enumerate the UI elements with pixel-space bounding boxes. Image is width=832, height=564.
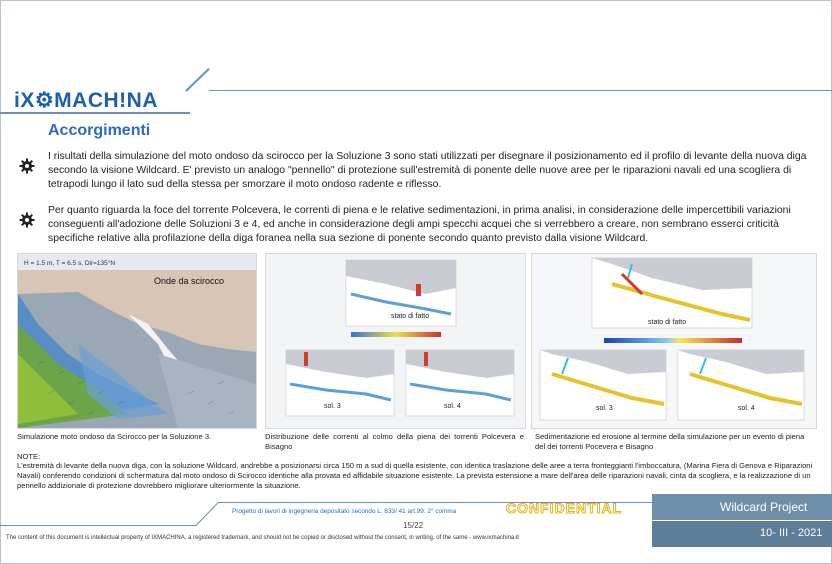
currents-maps-image <box>266 254 525 428</box>
fig2-label-stato: stato di fatto <box>391 313 430 320</box>
footer-rule <box>0 525 196 526</box>
header-rule-top <box>209 90 832 91</box>
wave-map-image <box>18 254 256 428</box>
note-heading: NOTE: <box>17 452 41 461</box>
figure-sedimentation <box>531 253 817 429</box>
confidential-stamp: CONFIDENTIAL <box>506 500 623 516</box>
sedimentation-maps-image <box>532 254 816 428</box>
document-date: 10- III - 2021 <box>760 527 823 539</box>
fig3-label-sol4: sol. 4 <box>738 405 755 412</box>
note-text: L'estremità di levante della nuova diga, con la soluzione Wildcard, andrebbe a posizionarsi circa 150 m a sud di quella esistente, con identica traslazione delle aree a terra fronteggianti l'imboccatura, (Marina Fiera di Genova e Riparazioni Navali) conferendo condizioni di schermatura dal moto ondoso di Scirocco identiche alla provata ed affidabile situazione esistente. La prevista estensione a mare dell'area delle riparazioni navali, cinta da scogliera, e la realizzazione di un pennello addizionale di protezione dovrebbero migliorare ulteriormente la situazione. <box>17 461 813 491</box>
caption-fig2: Distribuzione delle correnti al colmo della piena dei torrenti Polcevera e Bisagno <box>265 432 524 451</box>
figure-currents <box>265 253 526 429</box>
paragraph-waves: I risultati della simulazione del moto ondoso da scirocco per la Soluzione 3 sono stati utilizzati per disegnare il posizionamento ed il profilo di levante della nuova diga secondo la visione Wildcard. E' previsto un analogo "pennello" di protezione sull'estremità di ponente delle nuove aree per le riparazioni navali ed una scogliera di tetrapodi lungo il lato sud della stessa per smorzare il moto ondoso radente e riflesso. <box>48 151 807 190</box>
legal-notice: The content of this document is intellectual property of IXMACHINA, a registered trademark, and should not be copied or disclosed without the consent, in writing, of the same - www.ixmachina.it <box>6 535 519 541</box>
page-number: 15/22 <box>403 521 424 530</box>
fig2-label-sol4: sol. 4 <box>444 403 461 410</box>
gear-icon <box>19 158 35 174</box>
header-rule <box>0 112 190 114</box>
wave-params-label: H = 1.5 m, T = 6.5 s, Dir=135°N <box>24 260 116 267</box>
fig3-label-stato: stato di fatto <box>648 319 687 326</box>
paragraph-polcevera: Per quanto riguarda la foce del torrente Polcevera, le correnti di piena e le relative sedimentazioni, in prima analisi, in considerazione delle impercettibili variazioni conseguenti all'adozione delle Soluzioni 3 e 4, ed anche in considerazione degli ampi specchi acquei che si verrebbero a creare, non sembrano esserci criticità specifiche relative alla profilazione della diga foranea nella sua sezione di ponente secondo quanto previsto dalla visione Wildcard. <box>48 205 791 244</box>
caption-fig3: Sedimentazione ed erosione al termine della simulazione per un evento di piena del dei torrenti Pocevera e Bisagno <box>535 432 805 451</box>
fig3-label-sol3: sol. 3 <box>596 405 613 412</box>
section-title: Accorgimenti <box>48 122 151 139</box>
caption-fig1: Simulazione moto ondoso da Scirocco per la Soluzione 3. <box>17 432 212 441</box>
gear-icon <box>19 212 35 228</box>
inset-label-onde: Onde da scirocco <box>154 276 225 286</box>
footer-project-note: Progetto di lavori di ingegneria depositato secondo L. 633/ 41 art.99. 2° comma <box>232 508 457 515</box>
figure-wave-simulation <box>17 253 257 429</box>
project-title: Wildcard Project <box>720 500 808 514</box>
ixmachina-logo: iX⚙MACH!NA <box>14 89 158 112</box>
fig2-label-sol3: sol. 3 <box>324 403 341 410</box>
